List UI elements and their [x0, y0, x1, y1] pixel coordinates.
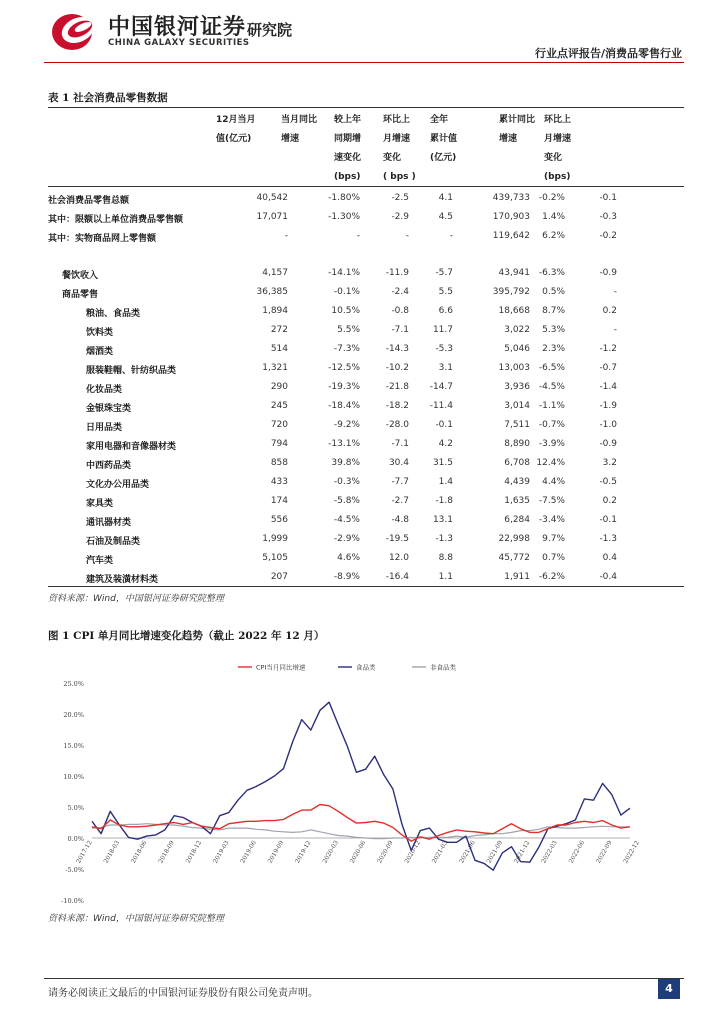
table-cell: 290	[270, 382, 288, 392]
table-row	[48, 512, 684, 531]
column-header-3-line-1: 较上年	[334, 115, 362, 125]
x-tick-label: 2020-06	[348, 839, 368, 865]
column-header-7-line-4: (bps)	[544, 172, 571, 182]
table-cell: -0.7	[599, 363, 617, 373]
table-cell: 207	[270, 572, 288, 582]
table-cell: 1.4%	[542, 212, 565, 222]
table-cell: -19.5	[385, 534, 409, 544]
table-cell: 245	[270, 401, 288, 411]
table-cell: -12.5%	[328, 363, 360, 373]
table-cell: 433	[270, 477, 288, 487]
table-cell: -2.9	[391, 212, 409, 222]
table-header-rule	[48, 186, 684, 187]
table-cell: -11.9	[385, 268, 409, 278]
table-cell: -5.3	[435, 344, 453, 354]
table-cell: 0.2	[602, 496, 617, 506]
cpi-line-chart	[48, 650, 684, 905]
y-tick-label: 15.0%	[63, 742, 84, 750]
table-cell: -0.8	[391, 306, 409, 316]
table-cell: 39.8%	[331, 458, 360, 468]
row-label: 建筑及装潢材料类	[86, 575, 159, 585]
x-tick-label: 2019-09	[266, 839, 286, 865]
x-tick-label: 2022-03	[540, 839, 559, 865]
series-line-nonfood	[92, 824, 630, 839]
table-cell: 4,439	[504, 477, 530, 487]
table-row	[48, 455, 684, 474]
table-cell: 3.2	[602, 458, 617, 468]
table-cell: -10.2	[385, 363, 409, 373]
table-cell: -3.9%	[538, 439, 565, 449]
table-row	[48, 303, 684, 322]
y-tick-label: 20.0%	[63, 711, 84, 719]
series-line-cpi	[92, 805, 630, 842]
x-tick-label: 2019-12	[294, 839, 313, 865]
table-row	[48, 228, 684, 247]
table-cell: 30.4	[388, 458, 409, 468]
row-label: 商品零售	[62, 290, 99, 300]
column-header-7-line-3: 变化	[544, 153, 563, 163]
table-cell: -11.4	[429, 401, 453, 411]
x-tick-label: 2022-06	[567, 839, 587, 865]
table-cell: -7.5%	[538, 496, 565, 506]
table-cell: 5,046	[504, 344, 530, 354]
column-header-4-line-1: 环比上	[383, 115, 411, 125]
table-cell: 514	[270, 344, 288, 354]
table-cell: -4.8	[391, 515, 409, 525]
table-cell: -21.8	[385, 382, 409, 392]
row-label: 中西药品类	[86, 461, 132, 471]
table-row	[48, 209, 684, 228]
x-tick-label: 2019-06	[239, 839, 258, 865]
table-cell: -4.5%	[538, 382, 565, 392]
row-label: 化妆品类	[86, 385, 123, 395]
table-cell: -1.3	[599, 534, 617, 544]
table-cell: -6.3%	[538, 268, 565, 278]
table-cell: -5.8%	[333, 496, 360, 506]
row-label: 石油及制品类	[86, 537, 141, 547]
table-row	[48, 398, 684, 417]
column-header-7-line-2: 月增速	[544, 134, 572, 144]
table-cell: -14.1%	[328, 268, 360, 278]
table-cell: -14.7	[429, 382, 453, 392]
row-label: 烟酒类	[86, 347, 114, 357]
table-cell: 12.0	[388, 553, 409, 563]
table-cell: -0.9	[599, 268, 617, 278]
row-label: 饮料类	[86, 328, 114, 338]
table-row	[48, 474, 684, 493]
x-tick-label: 2021-03	[430, 839, 450, 865]
y-tick-label: 5.0%	[67, 804, 84, 812]
table-cell: -4.5%	[333, 515, 360, 525]
table-cell: 6,284	[504, 515, 530, 525]
table-cell: 1.1	[438, 572, 453, 582]
table-row	[48, 436, 684, 455]
table-cell: -7.7	[391, 477, 409, 487]
table-cell: -5.7	[435, 268, 453, 278]
table-cell: -13.1%	[328, 439, 360, 449]
table-cell: 9.7%	[542, 534, 565, 544]
table-top-rule	[48, 107, 684, 108]
table-cell: 45,772	[498, 553, 530, 563]
column-header-3-line-3: 速变化	[334, 153, 362, 163]
table-cell: -18.4%	[328, 401, 360, 411]
column-header-3-line-2: 同期增	[334, 134, 362, 144]
table-cell: 1,894	[262, 306, 288, 316]
table-cell: 5.5%	[337, 325, 360, 335]
table-cell: 1,999	[262, 534, 288, 544]
table-row	[48, 417, 684, 436]
table-cell: -0.5	[599, 477, 617, 487]
column-header-4-line-4: ( bps )	[383, 172, 416, 182]
table-cell: 4.4%	[542, 477, 565, 487]
table-cell: 858	[270, 458, 288, 468]
table-row	[48, 550, 684, 569]
table-cell: -	[356, 231, 360, 241]
y-tick-label: 10.0%	[63, 773, 84, 781]
brand-name-cn: 中国银河证券	[108, 15, 247, 40]
column-header-4-line-2: 月增速	[383, 134, 411, 144]
row-label: 社会消费品零售总额	[48, 196, 130, 206]
x-tick-label: 2018-06	[129, 839, 149, 865]
table-cell: 556	[270, 515, 288, 525]
table-source-note: 资料来源：Wind，中国银河证券研究院整理	[48, 594, 224, 604]
y-tick-label: -5.0%	[65, 866, 84, 874]
table-cell: 11.7	[432, 325, 453, 335]
x-tick-label: 2019-03	[211, 839, 231, 865]
table-cell: -16.4	[385, 572, 409, 582]
footer-divider	[44, 978, 684, 979]
row-label: 日用品类	[86, 423, 123, 433]
table-row	[48, 341, 684, 360]
table-cell: 0.4	[602, 553, 617, 563]
table-cell: 3.1	[438, 363, 453, 373]
table-bottom-rule	[48, 586, 684, 587]
x-tick-label: 2018-12	[184, 839, 204, 865]
table-cell: -	[405, 231, 409, 241]
table-cell: -0.3%	[333, 477, 360, 487]
row-label: 文化办公用品类	[86, 480, 150, 490]
column-header-5-line-3: (亿元)	[430, 153, 457, 163]
table-cell: 720	[270, 420, 288, 430]
table-row	[48, 493, 684, 512]
table-cell: 31.5	[432, 458, 453, 468]
table-cell: 0.5%	[542, 287, 565, 297]
table-cell: -2.7	[391, 496, 409, 506]
galaxy-logo-icon	[50, 10, 100, 54]
table-cell: -2.9%	[333, 534, 360, 544]
table-cell: 119,642	[492, 231, 530, 241]
table-cell: -0.1	[599, 515, 617, 525]
table-cell: -7.1	[391, 325, 409, 335]
row-label: 家具类	[86, 499, 114, 509]
table-cell: 1,911	[504, 572, 530, 582]
table-cell: -0.1%	[333, 287, 360, 297]
x-tick-label: 2020-12	[403, 839, 423, 865]
table-cell: 6.2%	[542, 231, 565, 241]
column-header-1-line-2: 值(亿元)	[216, 134, 252, 144]
table-cell: -0.1	[599, 193, 617, 203]
table-row	[48, 360, 684, 379]
table-cell: 2.3%	[542, 344, 565, 354]
table-cell: -8.9%	[333, 572, 360, 582]
table-cell: 13,003	[498, 363, 530, 373]
table-cell: 7,511	[504, 420, 530, 430]
table-cell: 13.1	[432, 515, 453, 525]
table-cell: -1.8	[435, 496, 453, 506]
column-header-2-line-1: 当月同比	[281, 115, 318, 125]
table-cell: 6,708	[504, 458, 530, 468]
table-cell: -19.3%	[328, 382, 360, 392]
table-cell: 1,321	[262, 363, 288, 373]
x-tick-label: 2021-06	[458, 839, 477, 865]
legend-label: 食品类	[356, 663, 376, 672]
column-header-3-line-4: (bps)	[334, 172, 361, 182]
column-header-4-line-3: 变化	[383, 153, 402, 163]
table-cell: 4.6%	[337, 553, 360, 563]
table-cell: 0.7%	[542, 553, 565, 563]
table-cell: 794	[270, 439, 288, 449]
table-cell: -7.1	[391, 439, 409, 449]
column-header-5-line-2: 累计值	[430, 134, 458, 144]
table-cell: -	[613, 325, 617, 335]
table-cell: 17,071	[256, 212, 288, 222]
table-cell: 43,941	[498, 268, 530, 278]
report-type: 行业点评报告/消费品零售行业	[534, 47, 682, 60]
row-label: 家用电器和音像器材类	[86, 442, 177, 452]
table-cell: 0.2	[602, 306, 617, 316]
table-cell: -	[284, 231, 288, 241]
y-tick-label: 25.0%	[63, 680, 84, 688]
row-label: 通讯器材类	[86, 518, 132, 528]
table-row	[48, 284, 684, 303]
brand-name-en: CHINA GALAXY SECURITIES	[108, 38, 250, 48]
x-tick-label: 2020-03	[321, 839, 340, 865]
table-cell: 272	[270, 325, 288, 335]
column-header-1-line-1: 12月当月	[216, 115, 256, 125]
disclaimer-text: 请务必阅读正文最后的中国银河证券股份有限公司免责声明。	[48, 988, 318, 999]
table-cell: 3,014	[504, 401, 530, 411]
x-tick-label: 2018-09	[157, 839, 176, 865]
table-cell: -0.2%	[538, 193, 565, 203]
table-row	[48, 531, 684, 550]
row-label: 服装鞋帽、针纺织品类	[86, 366, 177, 376]
table-cell: -2.4	[391, 287, 409, 297]
chart-title: 图 1 CPI 单月同比增速变化趋势（截止 2022 年 12 月）	[48, 630, 325, 642]
legend-label: CPI当月同比增速	[256, 663, 306, 672]
table-cell: -14.3	[385, 344, 409, 354]
table-cell: -1.3	[435, 534, 453, 544]
table-cell: -18.2	[385, 401, 409, 411]
table-title: 表 1 社会消费品零售数据	[48, 92, 168, 104]
table-cell: -3.4%	[538, 515, 565, 525]
table-cell: -6.5%	[538, 363, 565, 373]
x-tick-label: 2018-03	[102, 839, 122, 865]
x-tick-label: 2021-09	[485, 839, 505, 865]
table-cell: -1.80%	[328, 193, 360, 203]
table-cell: 170,903	[492, 212, 530, 222]
table-cell: 22,998	[498, 534, 530, 544]
table-cell: 6.6	[438, 306, 453, 316]
table-cell: -0.7%	[538, 420, 565, 430]
row-label: 粮油、食品类	[86, 309, 141, 319]
table-cell: -1.30%	[328, 212, 360, 222]
x-tick-label: 2020-09	[376, 839, 395, 865]
table-cell: 8.7%	[542, 306, 565, 316]
y-tick-label: 0.0%	[67, 835, 84, 843]
table-cell: -0.9	[599, 439, 617, 449]
table-cell: 18,668	[498, 306, 530, 316]
table-cell: 395,792	[492, 287, 530, 297]
x-tick-label: 2021-12	[512, 839, 532, 865]
table-row	[48, 265, 684, 284]
header-divider	[44, 62, 684, 63]
table-cell: 174	[270, 496, 288, 506]
table-cell: 439,733	[492, 193, 530, 203]
table-cell: -6.2%	[538, 572, 565, 582]
table-cell: -0.4	[599, 572, 617, 582]
table-cell: 5.3%	[542, 325, 565, 335]
table-cell: 4.5	[438, 212, 453, 222]
table-cell: 3,022	[504, 325, 530, 335]
table-cell: -	[613, 287, 617, 297]
table-cell: -1.9	[599, 401, 617, 411]
table-row	[48, 379, 684, 398]
table-cell: 12.4%	[536, 458, 565, 468]
row-label: 其中：实物商品网上零售额	[48, 234, 157, 244]
x-tick-label: 2022-09	[594, 839, 614, 865]
y-tick-label: -10.0%	[61, 897, 84, 905]
legend-label: 非食品类	[430, 663, 456, 672]
table-cell: 8.8	[438, 553, 453, 563]
table-cell: -2.5	[391, 193, 409, 203]
table-cell: 1,635	[504, 496, 530, 506]
table-cell: 4.1	[438, 193, 453, 203]
table-cell: 8,890	[504, 439, 530, 449]
table-cell: -7.3%	[333, 344, 360, 354]
row-label: 其中：限额以上单位消费品零售额	[48, 215, 184, 225]
chart-source-note: 资料来源：Wind，中国银河证券研究院整理	[48, 914, 224, 924]
table-cell: -0.1	[435, 420, 453, 430]
row-label: 餐饮收入	[62, 271, 99, 281]
table-cell: -9.2%	[333, 420, 360, 430]
table-row	[48, 190, 684, 209]
table-cell: 10.5%	[331, 306, 360, 316]
column-header-6-line-2: 增速	[499, 134, 518, 144]
page-number: 4	[658, 979, 680, 999]
table-cell: 40,542	[256, 193, 288, 203]
table-cell: -0.3	[599, 212, 617, 222]
institute-name: 研究院	[247, 21, 293, 39]
table-cell: -0.2	[599, 231, 617, 241]
table-cell: 1.4	[438, 477, 453, 487]
table-cell: -1.0	[599, 420, 617, 430]
x-tick-label: 2022-12	[622, 839, 641, 865]
row-label: 金银珠宝类	[86, 404, 132, 414]
table-cell: 3,936	[504, 382, 530, 392]
column-header-5-line-1: 全年	[430, 115, 449, 125]
table-cell: -1.4	[599, 382, 617, 392]
table-cell: 4.2	[438, 439, 453, 449]
table-row	[48, 322, 684, 341]
table-cell: 36,385	[256, 287, 288, 297]
table-cell: 4,157	[262, 268, 288, 278]
x-tick-label: 2017-12	[75, 839, 94, 865]
table-cell: -28.0	[385, 420, 409, 430]
table-cell: -1.1%	[538, 401, 565, 411]
row-label: 汽车类	[86, 556, 114, 566]
column-header-6-line-1: 累计同比	[499, 115, 536, 125]
table-cell: 5,105	[262, 553, 288, 563]
table-cell: -1.2	[599, 344, 617, 354]
table-cell: 5.5	[438, 287, 453, 297]
column-header-2-line-2: 增速	[281, 134, 300, 144]
table-cell: -	[449, 231, 453, 241]
column-header-7-line-1: 环比上	[544, 115, 572, 125]
